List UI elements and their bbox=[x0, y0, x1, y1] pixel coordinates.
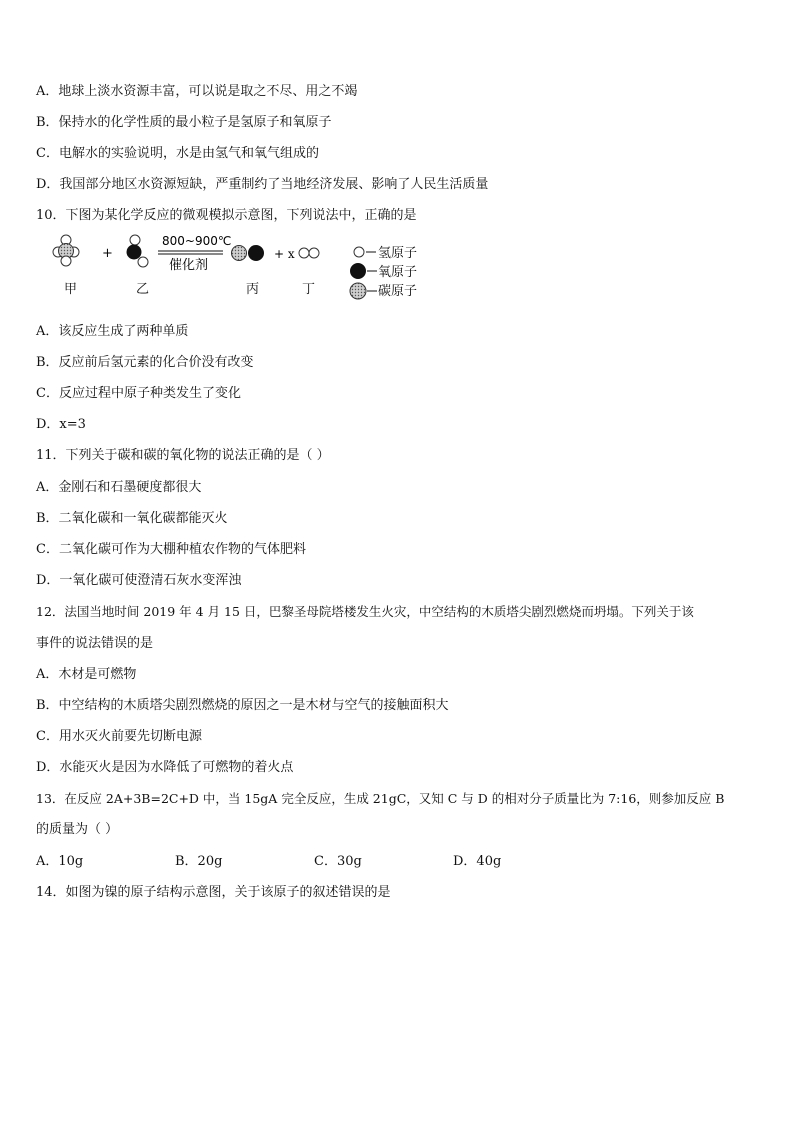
q9-option-d: D．我国部分地区水资源短缺，严重制约了当地经济发展、影响了人民生活质量 bbox=[36, 177, 489, 192]
q12-option-a: A．木材是可燃物 bbox=[36, 667, 137, 682]
q10-option-b: B．反应前后氢元素的化合价没有改变 bbox=[36, 355, 254, 370]
q14-stem: 14．如图为镍的原子结构示意图，关于该原子的叙述错误的是 bbox=[36, 885, 391, 900]
molecule-hydrogen bbox=[299, 248, 319, 258]
legend-carbon bbox=[350, 283, 377, 299]
q10-option-c: C．反应过程中原子种类发生了变化 bbox=[36, 386, 241, 401]
condition-temperature: 800~900℃ bbox=[162, 234, 232, 248]
label-jia: 甲 bbox=[64, 282, 78, 297]
q12-option-c: C．用水灭火前要先切断电源 bbox=[36, 729, 202, 744]
legend-label-hydrogen: 氢原子 bbox=[378, 246, 418, 261]
label-ding: 丁 bbox=[302, 282, 316, 297]
q11-option-a: A．金刚石和石墨硬度都很大 bbox=[36, 480, 202, 495]
q10-option-a: A．该反应生成了两种单质 bbox=[36, 324, 189, 339]
q10-stem: 10．下图为某化学反应的微观模拟示意图，下列说法中，正确的是 bbox=[36, 208, 417, 223]
q9-option-c: C．电解水的实验说明，水是由氢气和氧气组成的 bbox=[36, 146, 319, 161]
q13-option-b: B．20g bbox=[175, 854, 223, 869]
molecule-water bbox=[127, 235, 148, 267]
q12-option-b: B．中空结构的木质塔尖剧烈燃烧的原因之一是木材与空气的接触面积大 bbox=[36, 698, 449, 713]
q11-option-c: C．二氧化碳可作为大棚种植农作物的气体肥料 bbox=[36, 542, 306, 557]
plus-sign-1: + bbox=[102, 246, 113, 261]
label-yi: 乙 bbox=[136, 282, 150, 297]
q11-option-b: B．二氧化碳和一氧化碳都能灭火 bbox=[36, 511, 228, 526]
plus-x-coefficient: + x bbox=[274, 247, 295, 261]
q13-option-c: C．30g bbox=[314, 854, 362, 869]
q10-option-d: D．x=3 bbox=[36, 417, 86, 432]
molecule-methane bbox=[53, 235, 79, 266]
q12-stem-line1: 12．法国当地时间 2019 年 4 月 15 日，巴黎圣母院塔楼发生火灾，中空结构的木质塔尖剧烈燃烧而坍塌。下列关于该 bbox=[36, 604, 694, 619]
legend-hydrogen bbox=[354, 247, 376, 257]
legend-oxygen bbox=[351, 264, 378, 279]
q13-option-d: D．40g bbox=[453, 854, 502, 869]
q11-stem: 11．下列关于碳和碳的氧化物的说法正确的是（ ） bbox=[36, 448, 330, 463]
q13-stem-line1: 13．在反应 2A+3B=2C+D 中，当 15gA 完全反应，生成 21gC，又知 C 与 D 的相对分子质量比为 7:16，则参加反应 B bbox=[36, 791, 725, 806]
legend-label-oxygen: 氧原子 bbox=[378, 265, 418, 280]
reaction-diagram-svg bbox=[36, 228, 496, 306]
q13-option-a: A．10g bbox=[36, 854, 84, 869]
q9-option-b: B．保持水的化学性质的最小粒子是氢原子和氧原子 bbox=[36, 115, 332, 130]
q12-option-d: D．水能灭火是因为水降低了可燃物的着火点 bbox=[36, 760, 294, 775]
q13-stem-line2: 的质量为（ ） bbox=[36, 822, 119, 837]
legend-label-carbon: 碳原子 bbox=[378, 284, 418, 299]
molecule-carbon-monoxide bbox=[232, 246, 264, 261]
q12-stem-line2: 事件的说法错误的是 bbox=[36, 636, 154, 651]
q11-option-d: D．一氧化碳可使澄清石灰水变浑浊 bbox=[36, 573, 242, 588]
label-bing: 丙 bbox=[246, 282, 260, 297]
reaction-diagram bbox=[36, 228, 496, 306]
condition-catalyst: 催化剂 bbox=[169, 258, 209, 273]
q9-option-a: A．地球上淡水资源丰富，可以说是取之不尽、用之不竭 bbox=[36, 84, 358, 99]
